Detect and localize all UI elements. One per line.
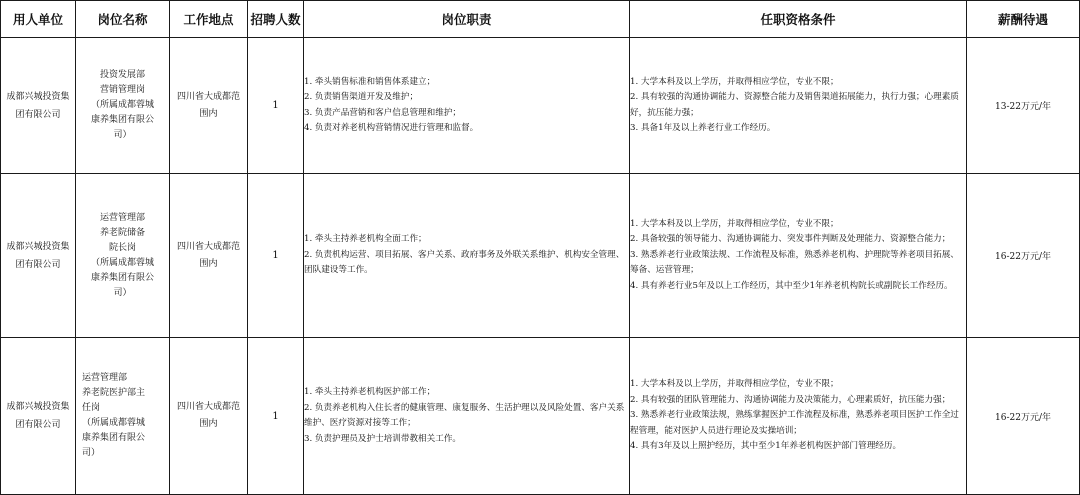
position-line: 养老院医护部主 — [82, 388, 146, 398]
position-cell — [76, 174, 170, 338]
location-cell — [170, 174, 248, 338]
employer-line: 成都兴城投资集 — [6, 91, 70, 102]
position-line: 运营管理部 — [82, 373, 128, 383]
location-line: 围内 — [199, 108, 218, 119]
qualification-item: 1. 大学本科及以上学历，并取得相应学位，专业不限； — [630, 218, 839, 229]
location-line: 四川省大成都范 — [176, 91, 240, 102]
header-headcount: 招聘人数 — [248, 1, 304, 38]
position-line: （所属成都蓉城 — [90, 100, 154, 110]
position-line: 康养集团有限公 — [82, 433, 146, 443]
location-line: 四川省大成都范 — [176, 241, 240, 252]
duty-item: 1. 牵头主持养老机构医护部工作； — [304, 387, 436, 397]
duty-item: 3. 负责产品营销和客户信息管理和维护； — [304, 107, 462, 118]
location-line: 四川省大成都范 — [176, 402, 240, 412]
position-line: 任岗 — [82, 403, 101, 413]
duties-cell — [304, 338, 630, 495]
position-line: 司） — [113, 287, 132, 298]
employer-line: 成都兴城投资集 — [6, 402, 70, 412]
qualifications-cell — [630, 338, 967, 495]
qualification-item: 3. 熟悉养老行业政策法规、工作流程及标准，熟悉养老机构、护理院等养老项目拓展、筹备、运营管理； — [630, 249, 959, 276]
table-row — [1, 174, 1080, 338]
header-employer: 用人单位 — [1, 1, 76, 38]
header-duties: 岗位职责 — [304, 1, 630, 38]
header-location: 工作地点 — [170, 1, 248, 38]
qualification-item: 4. 具有养老行业5年及以上工作经历，其中至少1年养老机构院长或副院长工作经历。 — [630, 280, 953, 291]
position-cell — [76, 38, 170, 174]
qualifications-cell — [630, 174, 967, 338]
duties-cell — [304, 174, 630, 338]
qualifications-cell — [630, 38, 967, 174]
position-line: 司） — [113, 130, 132, 140]
duties-cell — [304, 38, 630, 174]
qualification-item: 2. 具有较强的团队管理能力、沟通协调能力及决策能力，心理素质好，抗压能力强； — [630, 394, 951, 405]
salary-cell: 16-22万元/年 — [967, 174, 1080, 338]
employer-cell — [1, 174, 76, 338]
position-line: 院长岗 — [108, 242, 136, 253]
employer-cell — [1, 338, 76, 495]
position-line: 养老院储备 — [99, 227, 145, 238]
location-cell — [170, 38, 248, 174]
duty-item: 2. 负责机构运营、项目拓展、客户关系、政府事务及外联关系维护、机构安全管理、团队建设等工作。 — [304, 249, 625, 276]
qualification-item: 2. 具有较强的沟通协调能力、资源整合能力及销售渠道拓展能力，执行力强；心理素质好，抗压能力强； — [630, 92, 959, 118]
position-line: 康养集团有限公 — [90, 115, 154, 125]
location-cell — [170, 338, 248, 495]
duty-item: 3. 负责护理员及护士培训带教相关工作。 — [304, 433, 462, 444]
position-line: 营销管理岗 — [99, 85, 145, 95]
header-qualifications: 任职资格条件 — [630, 1, 967, 38]
position-line: 司） — [82, 448, 101, 458]
location-line: 围内 — [199, 419, 218, 429]
header-position: 岗位名称 — [76, 1, 170, 38]
position-line: （所属成都蓉城 — [82, 418, 146, 428]
qualification-item: 2. 具备较强的领导能力、沟通协调能力、突发事件判断及处理能力、资源整合能力； — [630, 234, 951, 245]
employer-line: 团有限公司 — [15, 109, 61, 120]
employer-line: 团有限公司 — [15, 259, 61, 270]
position-cell — [76, 338, 170, 495]
qualification-item: 3. 熟悉养老行业政策法规，熟练掌握医护工作流程及标准，熟悉养老项目医护工作全过程管理，能对医护人员进行理论及实操培训； — [630, 410, 959, 436]
table-header-row — [1, 1, 1080, 38]
headcount-cell: 1 — [248, 338, 304, 495]
headcount-cell: 1 — [248, 38, 304, 174]
table-row — [1, 38, 1080, 174]
position-line: （所属成都蓉城 — [90, 257, 154, 268]
salary-cell: 13-22万元/年 — [967, 38, 1080, 174]
qualification-item: 1. 大学本科及以上学历，并取得相应学位，专业不限； — [630, 76, 839, 87]
qualification-item: 3. 具备1年及以上养老行业工作经历。 — [630, 123, 776, 133]
location-line: 围内 — [199, 258, 218, 269]
duty-item: 1. 牵头主持养老机构全面工作； — [304, 234, 427, 245]
duty-item: 2. 负责销售渠道开发及维护； — [304, 92, 419, 102]
table-row — [1, 338, 1080, 495]
employer-line: 成都兴城投资集 — [6, 241, 70, 252]
duty-item: 4. 负责对养老机构营销情况进行管理和监督。 — [304, 123, 479, 133]
employer-cell — [1, 38, 76, 174]
employer-line: 团有限公司 — [15, 420, 61, 430]
headcount-cell: 1 — [248, 174, 304, 338]
position-line: 康养集团有限公 — [90, 272, 154, 283]
qualification-item: 1. 大学本科及以上学历，并取得相应学位，专业不限； — [630, 379, 839, 390]
duty-item: 2. 负责养老机构入住长者的健康管理、康复服务、生活护理以及风险处置、客户关系维护、医疗资源对接等工作； — [304, 402, 625, 428]
header-salary: 薪酬待遇 — [967, 1, 1080, 38]
position-line: 投资发展部 — [99, 70, 145, 80]
salary-cell: 16-22万元/年 — [967, 338, 1080, 495]
position-line: 运营管理部 — [99, 212, 145, 223]
duty-item: 1. 牵头销售标准和销售体系建立； — [304, 76, 436, 87]
qualification-item: 4. 具有3年及以上照护经历，其中至少1年养老机构医护部门管理经历。 — [630, 441, 902, 452]
